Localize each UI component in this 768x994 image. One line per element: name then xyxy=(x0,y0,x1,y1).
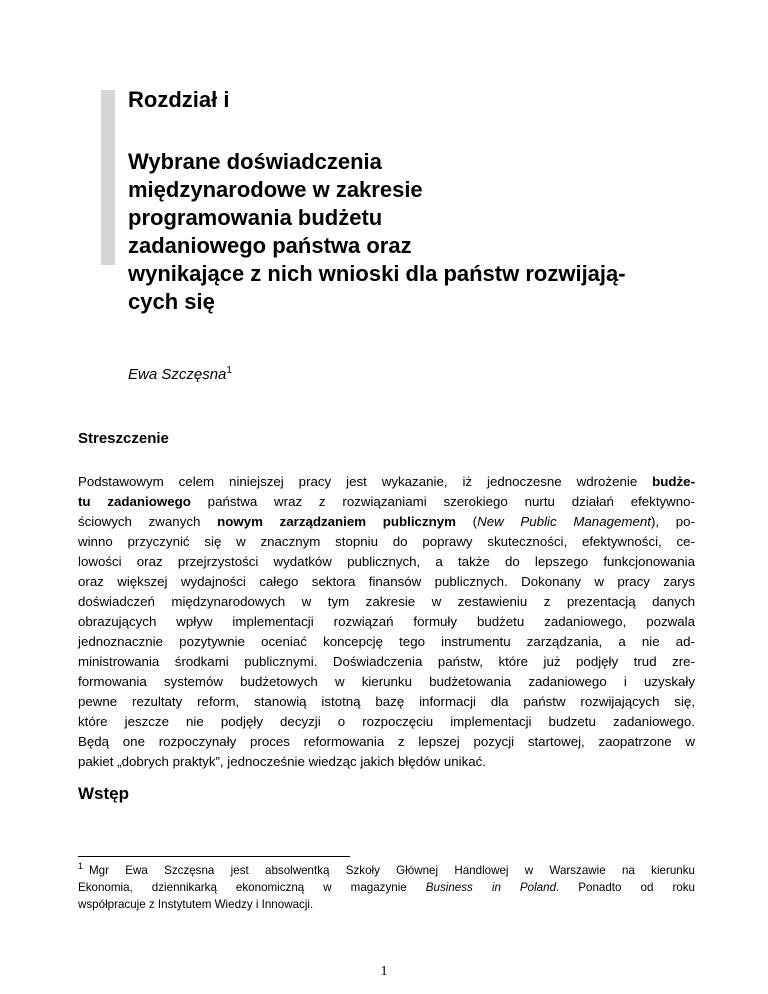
text-run: doświadczeń międzynarodowych w tym zakresie w zestawieniu z prezentacją danych xyxy=(78,594,695,609)
text-run: które jeszcze nie podjęły decyzji o rozpoczęciu implementacji budzetu zadaniowego. xyxy=(78,714,695,729)
text-line xyxy=(78,752,695,772)
text-run: jednoznacznie pozytywnie oceniać koncepcję tego instrumentu zarządzania, a nie ad- xyxy=(78,634,695,649)
italic-term: New Public Management xyxy=(477,514,651,529)
text-run: państwa wraz z rozwiązaniami szerokiego nurtu działań efektywno- xyxy=(190,494,695,509)
text-run: pakiet „dobrych praktyk”, jednocześnie wiedząc jakich błędów unikać. xyxy=(78,754,486,769)
text-run: oraz większej wydajności całego sektora finansów publicznych. Dokonany w pracy zarys xyxy=(78,574,695,589)
text-run: ściowych zwanych xyxy=(78,514,218,529)
text-line xyxy=(78,692,695,712)
text-line xyxy=(78,572,695,592)
text-line xyxy=(78,592,695,612)
text-run: lowości oraz przejrzystości wydatków publicznych, a także do lepszego funkcjonowania xyxy=(78,554,695,569)
text-run: ( xyxy=(455,514,478,529)
bold-term: nowym zarządzaniem publicznym xyxy=(217,514,456,529)
text-line xyxy=(78,672,695,692)
page-number: 1 xyxy=(380,964,388,979)
italic-term: Business in Poland xyxy=(425,881,557,894)
text-line xyxy=(78,732,695,752)
text-run: Będą one rozpoczynały proces reformowania z lepszej pozycji startowej, zaopatrzone w xyxy=(78,734,695,749)
chapter-title-line: międzynarodowe w zakresie xyxy=(128,177,423,202)
chapter-title-line: programowania budżetu xyxy=(128,205,383,230)
chapter-title xyxy=(128,148,688,316)
author-footnote-mark[interactable]: 1 xyxy=(226,365,232,376)
text-run: ), po- xyxy=(650,514,696,529)
abstract-heading: Streszczenie xyxy=(78,430,169,447)
author-name-text: Ewa Szczęsna xyxy=(128,366,227,383)
footnote-separator xyxy=(78,856,350,857)
text-run: współpracuje z Instytutem Wiedzy i Innowacji. xyxy=(78,898,314,911)
text-run: ministrowania środkami publicznymi. Doświadczenia państw, które już podjęły trud zre- xyxy=(78,654,695,669)
text-line xyxy=(78,552,695,572)
text-line xyxy=(78,896,695,913)
text-run: obrazujących wpływ implementacji rozwiązań formuły budżetu zadaniowego, pozwala xyxy=(78,614,695,629)
chapter-title-line: zadaniowego państwa oraz xyxy=(128,233,412,258)
text-line xyxy=(78,532,695,552)
chapter-title-line: Wybrane doświadczenia xyxy=(128,149,382,174)
text-run: Podstawowym celem niniejszej pracy jest wykazanie, iż jednoczesne wdrożenie xyxy=(78,474,653,489)
text-line xyxy=(78,512,695,532)
text-line xyxy=(78,612,695,632)
footnote xyxy=(78,862,695,913)
abstract-paragraph xyxy=(78,472,695,772)
text-line xyxy=(78,632,695,652)
intro-heading: Wstęp xyxy=(78,784,129,803)
text-run: pewne rezultaty reform, stanowią istotną bazę informacji dla państw rozwijających się, xyxy=(78,694,695,709)
text-line xyxy=(78,879,695,896)
text-run: formowania systemów budżetowych w kierunku budżetowania zadaniowego i uzyskały xyxy=(78,674,695,689)
chapter-title-line: cych się xyxy=(128,289,215,314)
footnote-number: 1 xyxy=(78,861,84,872)
chapter-heading: Rozdział i xyxy=(128,87,230,112)
text-line xyxy=(78,652,695,672)
chapter-accent-bar xyxy=(101,90,115,265)
text-run: Mgr Ewa Szczęsna jest absolwentką Szkoły Głównej Handlowej w Warszawie na kierunku xyxy=(89,864,695,877)
text-line xyxy=(78,472,695,492)
text-line xyxy=(78,712,695,732)
bold-term: tu zadaniowego xyxy=(78,494,191,509)
text-line xyxy=(78,862,695,879)
text-run: Ekonomia, dziennikarką ekonomiczną w magazynie xyxy=(78,881,426,894)
bold-term: budże- xyxy=(652,474,695,489)
text-run: winno przyczynić się w znacznym stopniu do poprawy skuteczności, efektywności, ce- xyxy=(78,534,695,549)
text-line xyxy=(78,492,695,512)
text-run: . Ponadto od roku xyxy=(556,881,695,894)
chapter-title-line: wynikające z nich wnioski dla państw rozwijają- xyxy=(128,261,626,286)
author-name xyxy=(128,366,232,383)
